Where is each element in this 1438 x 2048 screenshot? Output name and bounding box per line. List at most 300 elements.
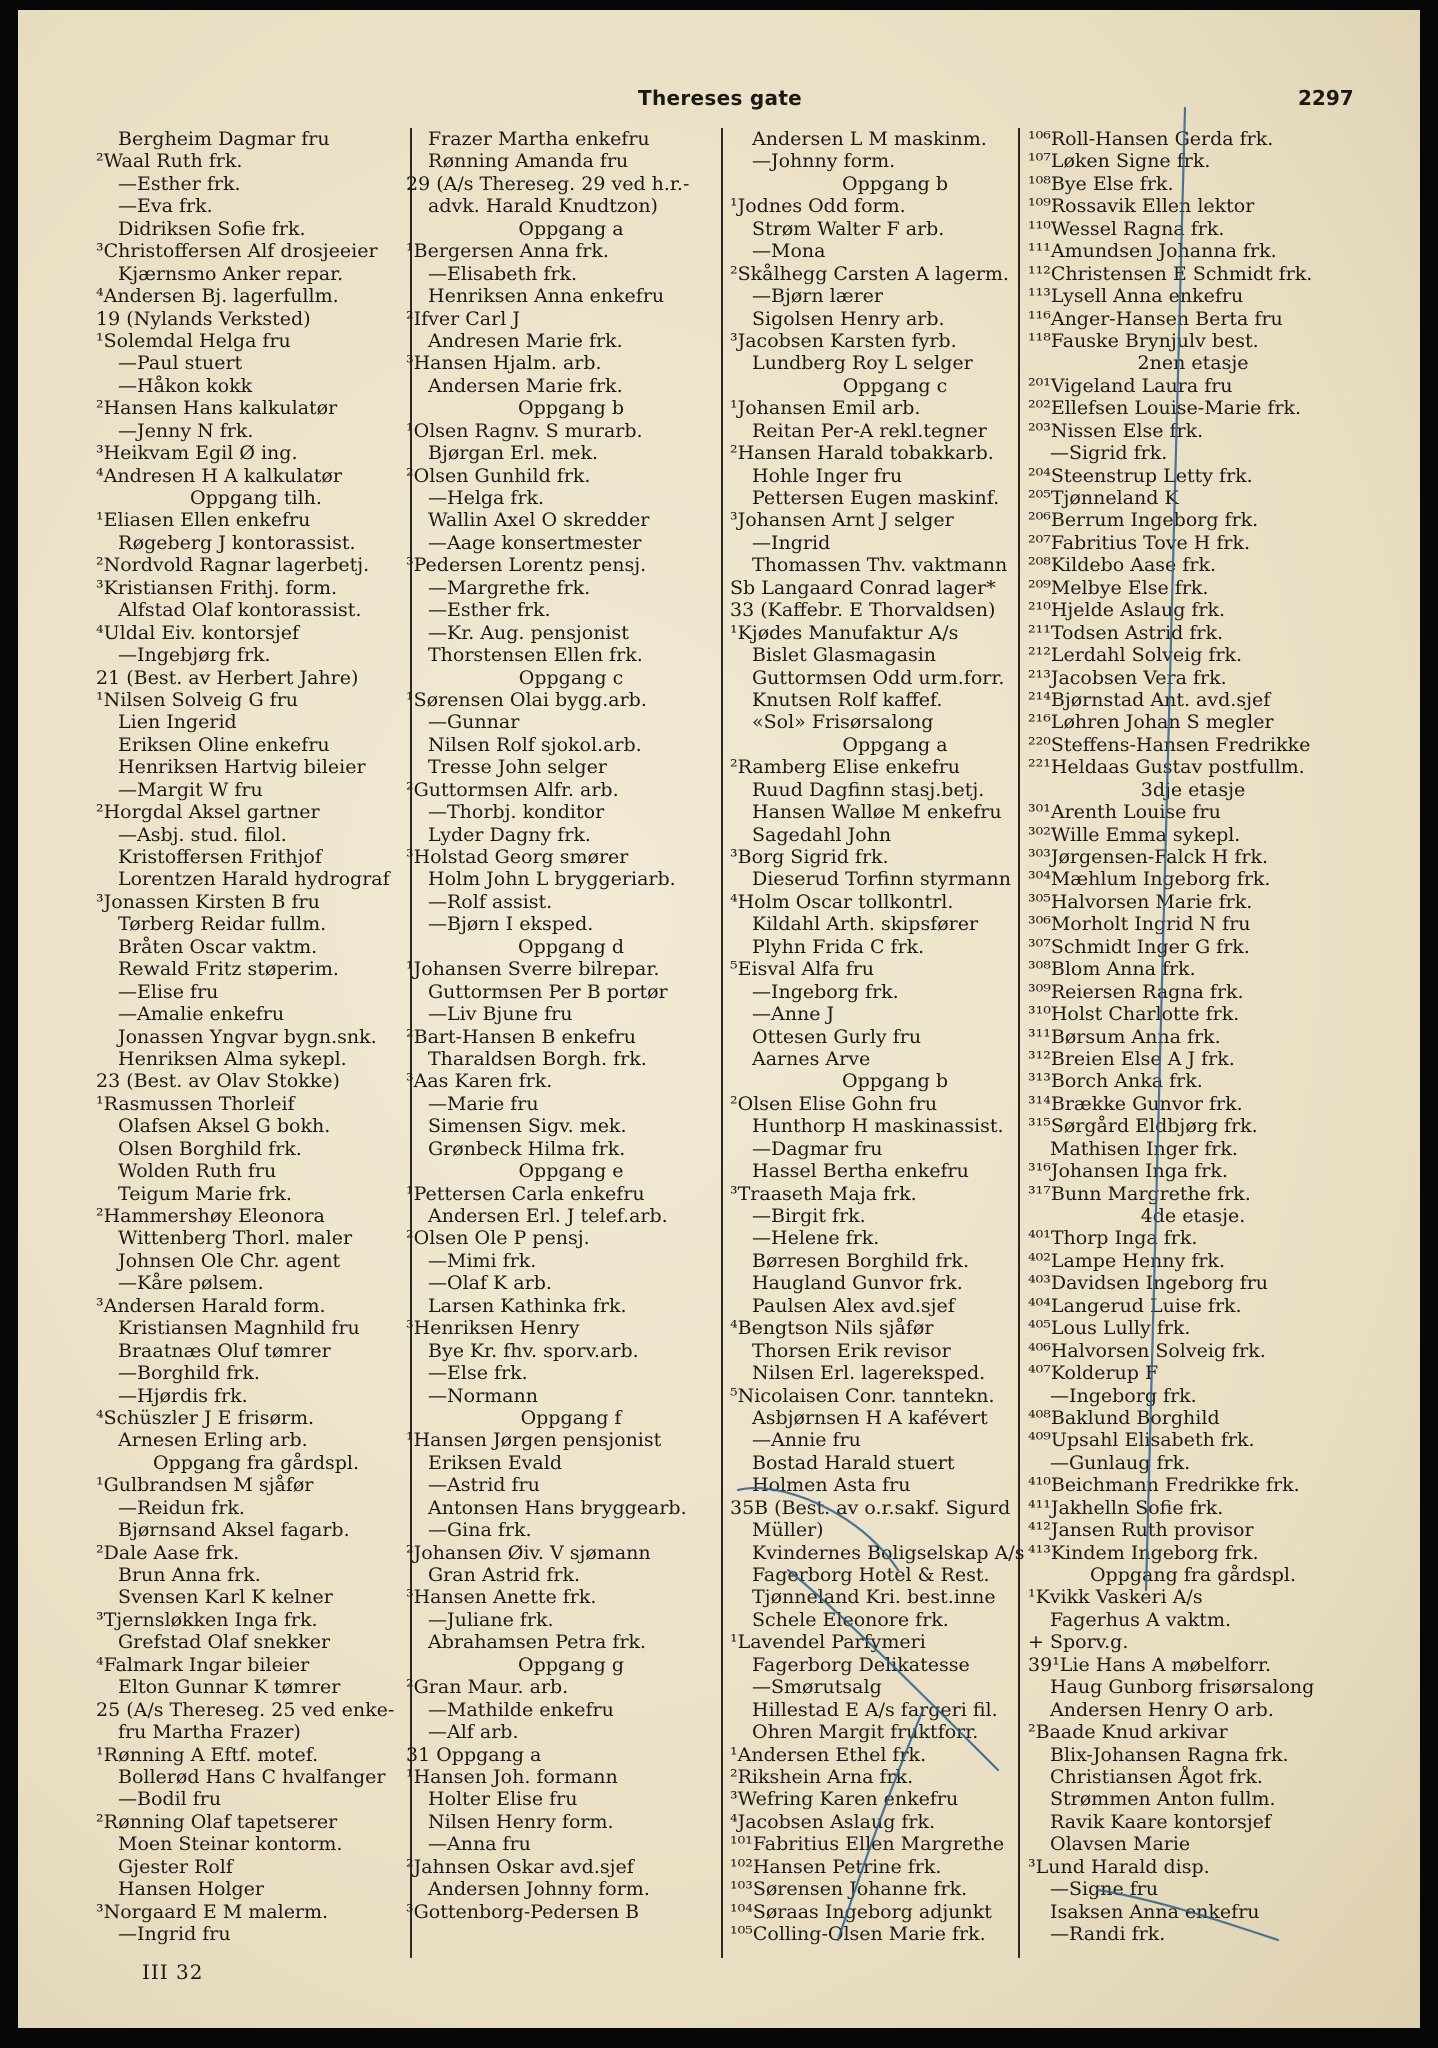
- resident-entry: ²⁰⁵Tjønneland K: [1028, 487, 1179, 509]
- resident-entry: —Asbj. stud. filol.: [118, 823, 287, 846]
- resident-entry: —Birgit frk.: [752, 1205, 866, 1227]
- resident-entry: Frazer Martha enkefru: [428, 128, 650, 150]
- resident-entry: Ruud Dagfinn stasj.betj.: [752, 778, 985, 801]
- resident-entry: —Ingeborg frk.: [1050, 1384, 1197, 1407]
- resident-entry: ¹Rasmussen Thorleif: [96, 1092, 295, 1115]
- resident-entry: Fagerborg Delikatesse: [752, 1653, 970, 1676]
- resident-entry: —Håkon kokk: [118, 374, 253, 397]
- section-heading: Oppgang c: [842, 374, 948, 397]
- resident-entry: —Jenny N frk.: [118, 419, 254, 442]
- resident-entry: ⁴⁰⁸Baklund Borghild: [1028, 1406, 1220, 1429]
- resident-entry: Kristiansen Magnhild fru: [118, 1317, 360, 1340]
- resident-entry: Henriksen Anna enkefru: [428, 285, 665, 308]
- resident-entry: ³Norgaard E M malerm.: [96, 1900, 329, 1923]
- resident-entry: + Sporv.g.: [1028, 1631, 1129, 1654]
- resident-entry: —Mimi frk.: [428, 1249, 537, 1272]
- resident-entry: Eriksen Oline enkefru: [118, 733, 330, 756]
- resident-entry: ¹Kvikk Vaskeri A/s: [1028, 1586, 1203, 1609]
- resident-entry: ⁴Andresen H A kalkulatør: [96, 464, 342, 487]
- resident-entry: Didriksen Sofie frk.: [118, 217, 306, 240]
- resident-entry: Thorsen Erik revisor: [752, 1339, 951, 1362]
- resident-entry: «Sol» Frisørsalong: [752, 711, 934, 734]
- resident-entry: ²⁰⁷Fabritius Tove H frk.: [1028, 531, 1251, 554]
- resident-entry: —Margrethe frk.: [428, 576, 591, 599]
- resident-entry: Isaksen Anna enkefru: [1050, 1900, 1260, 1923]
- resident-entry: ¹Lavendel Parfymeri: [730, 1631, 926, 1654]
- resident-entry: ²¹⁴Bjørnstad Ant. avd.sjef: [1028, 688, 1271, 711]
- resident-entry: ¹⁰⁷Løken Signe frk.: [1028, 150, 1211, 173]
- resident-entry: ¹⁰²Hansen Petrine frk.: [730, 1855, 942, 1878]
- section-heading: Oppgang a: [518, 217, 624, 240]
- resident-entry: —Olaf K arb.: [428, 1272, 552, 1295]
- resident-entry: Bergheim Dagmar fru: [118, 128, 330, 150]
- resident-entry: —Helene frk.: [752, 1227, 880, 1250]
- resident-entry: Haugland Gunvor frk.: [752, 1272, 963, 1295]
- resident-entry: ³Henriksen Henry: [406, 1317, 580, 1340]
- resident-entry: advk. Harald Knudtzon): [428, 195, 658, 218]
- resident-entry: ²¹⁰Hjelde Aslaug frk.: [1028, 599, 1226, 622]
- resident-entry: ²¹²Lerdahl Solveig frk.: [1028, 644, 1243, 667]
- street-title: Thereses gate: [638, 86, 803, 110]
- resident-entry: Tharaldsen Borgh. frk.: [428, 1047, 647, 1070]
- section-heading: Oppgang b: [842, 172, 948, 195]
- resident-entry: —Eva frk.: [118, 195, 213, 218]
- resident-entry: Bjørgan Erl. mek.: [428, 442, 599, 465]
- resident-entry: Andersen L M maskinm.: [752, 128, 987, 150]
- resident-entry: ³Borg Sigrid frk.: [730, 846, 889, 868]
- resident-entry: ¹¹²Christensen E Schmidt frk.: [1028, 262, 1313, 285]
- resident-entry: ³Hansen Hjalm. arb.: [406, 352, 602, 375]
- resident-entry: Gjester Rolf: [118, 1855, 233, 1878]
- resident-entry: —Ingrid fru: [118, 1923, 231, 1945]
- resident-entry: —Esther frk.: [428, 599, 551, 622]
- resident-entry: Henriksen Alma sykepl.: [118, 1047, 347, 1070]
- resident-entry: Henriksen Hartvig bileier: [118, 756, 366, 779]
- resident-entry: Hunthorp H maskinassist.: [752, 1115, 1004, 1138]
- resident-entry: ⁴⁰⁵Lous Lully frk.: [1028, 1317, 1191, 1340]
- resident-entry: ¹Jodnes Odd form.: [730, 195, 906, 218]
- resident-entry: ¹Pettersen Carla enkefru: [406, 1182, 645, 1205]
- resident-entry: Schele Eleonore frk.: [752, 1608, 949, 1631]
- resident-entry: ³¹¹Børsum Anna frk.: [1028, 1025, 1221, 1048]
- resident-entry: Jonassen Yngvar bygn.snk.: [118, 1025, 377, 1048]
- building-entry: 21 (Best. av Herbert Jahre): [96, 666, 359, 689]
- resident-entry: —Kåre pølsem.: [118, 1272, 264, 1295]
- resident-entry: Johnsen Ole Chr. agent: [118, 1249, 341, 1272]
- resident-entry: ²Hammershøy Eleonora: [96, 1205, 325, 1227]
- building-entry: 25 (A/s Thereseg. 25 ved enke-: [96, 1698, 395, 1721]
- resident-entry: —Randi frk.: [1050, 1923, 1166, 1945]
- resident-entry: ⁴⁰⁹Upsahl Elisabeth frk.: [1028, 1429, 1255, 1452]
- resident-entry: ¹⁰⁴Søraas Ingeborg adjunkt: [730, 1900, 992, 1923]
- resident-entry: ³Johansen Arnt J selger: [730, 509, 954, 532]
- resident-entry: Kristoffersen Frithjof: [118, 846, 322, 868]
- resident-entry: ²¹⁶Løhren Johan S megler: [1028, 711, 1274, 734]
- resident-entry: Dieserud Torfinn styrmann: [752, 868, 1011, 891]
- resident-entry: Olsen Borghild frk.: [118, 1137, 302, 1160]
- resident-entry: Knutsen Rolf kaffef.: [752, 688, 943, 711]
- resident-entry: —Helga frk.: [428, 487, 545, 509]
- resident-entry: ¹⁰⁹Rossavik Ellen lektor: [1028, 195, 1255, 218]
- resident-entry: Olafsen Aksel G bokh.: [118, 1115, 331, 1138]
- resident-entry: ²⁰²Ellefsen Louise-Marie frk.: [1028, 397, 1302, 420]
- resident-entry: ²Baade Knud arkivar: [1028, 1721, 1228, 1744]
- resident-entry: ¹⁰¹Fabritius Ellen Margrethe: [730, 1833, 1005, 1856]
- resident-entry: ²Gran Maur. arb.: [406, 1676, 569, 1699]
- resident-entry: ²Rønning Olaf tapetserer: [96, 1810, 338, 1833]
- building-entry: 33 (Kaffebr. E Thorvaldsen): [730, 599, 996, 622]
- resident-entry: ²Nordvold Ragnar lagerbetj.: [96, 554, 370, 577]
- resident-entry: —Marie fru: [428, 1092, 539, 1115]
- page-number: 2297: [1298, 86, 1354, 110]
- resident-entry: Bislet Glasmagasin: [752, 644, 937, 667]
- resident-entry: —Johnny form.: [752, 150, 896, 173]
- section-heading: Oppgang d: [518, 935, 624, 958]
- resident-entry: Eriksen Evald: [428, 1451, 562, 1474]
- resident-entry: Nilsen Henry form.: [428, 1810, 614, 1833]
- resident-entry: fru Martha Frazer): [118, 1721, 301, 1744]
- section-heading: Oppgang e: [518, 1160, 624, 1183]
- resident-entry: Hillestad E A/s fargeri fil.: [752, 1698, 998, 1721]
- resident-entry: Svensen Karl K kelner: [118, 1586, 333, 1609]
- resident-entry: ⁴Uldal Eiv. kontorsjef: [96, 621, 300, 644]
- resident-entry: ²Olsen Elise Gohn fru: [730, 1092, 938, 1115]
- resident-entry: —Astrid fru: [428, 1474, 540, 1497]
- resident-entry: ²¹³Jacobsen Vera frk.: [1028, 666, 1227, 689]
- resident-entry: Tørberg Reidar fullm.: [118, 913, 327, 936]
- resident-entry: Andersen Marie frk.: [428, 374, 623, 397]
- resident-entry: Strømmen Anton fullm.: [1050, 1788, 1276, 1811]
- resident-entry: ⁴⁰⁴Langerud Luise frk.: [1028, 1294, 1242, 1317]
- resident-entry: ³Tjernsløkken Inga frk.: [96, 1608, 318, 1631]
- building-entry: 23 (Best. av Olav Stokke): [96, 1070, 340, 1093]
- resident-entry: ²Johansen Øiv. V sjømann: [406, 1541, 651, 1564]
- resident-entry: ²Jahnsen Oskar avd.sjef: [406, 1855, 634, 1878]
- building-entry: 19 (Nylands Verksted): [96, 307, 311, 330]
- resident-entry: ¹Johansen Sverre bilrepar.: [406, 958, 660, 981]
- building-entry: 39¹Lie Hans A møbelforr.: [1028, 1653, 1271, 1676]
- directory-column-3: [730, 128, 1060, 1945]
- resident-entry: ³¹⁰Holst Charlotte frk.: [1028, 1003, 1240, 1026]
- resident-entry: ⁴Falmark Ingar bileier: [96, 1653, 310, 1676]
- resident-entry: —Mathilde enkefru: [428, 1698, 614, 1721]
- resident-entry: Lundberg Roy L selger: [752, 352, 973, 375]
- resident-entry: ³¹⁶Johansen Inga frk.: [1028, 1160, 1228, 1183]
- resident-entry: Larsen Kathinka frk.: [428, 1294, 627, 1317]
- section-heading: Oppgang g: [518, 1653, 624, 1676]
- resident-entry: ²⁰⁶Berrum Ingeborg frk.: [1028, 509, 1259, 532]
- resident-entry: ⁴Andersen Bj. lagerfullm.: [96, 285, 339, 308]
- resident-entry: —Bjørn lærer: [752, 285, 883, 308]
- resident-entry: Christiansen Ågot frk.: [1050, 1765, 1263, 1788]
- resident-entry: —Paul stuert: [118, 352, 243, 375]
- resident-entry: ³⁰⁶Morholt Ingrid N fru: [1028, 913, 1251, 936]
- resident-entry: Børresen Borghild frk.: [752, 1249, 969, 1272]
- resident-entry: Nilsen Erl. lagereksped.: [752, 1362, 986, 1385]
- resident-entry: ¹⁰⁶Roll-Hansen Gerda frk.: [1028, 128, 1274, 150]
- resident-entry: ²⁰⁴Steenstrup Letty frk.: [1028, 464, 1253, 487]
- resident-entry: ¹Hansen Jørgen pensjonist: [406, 1429, 662, 1452]
- resident-entry: ²Ifver Carl J: [406, 307, 520, 330]
- resident-entry: Grefstad Olaf snekker: [118, 1631, 331, 1654]
- resident-entry: Braatnæs Oluf tømrer: [118, 1339, 331, 1362]
- resident-entry: Holm John L bryggeriarb.: [428, 868, 676, 891]
- resident-entry: ²Rikshein Arna frk.: [730, 1765, 914, 1788]
- resident-entry: ¹Rønning A Eftf. motef.: [96, 1743, 319, 1766]
- resident-entry: Tresse John selger: [428, 756, 607, 779]
- directory-column-4: [1028, 128, 1358, 1945]
- resident-entry: ³Traaseth Maja frk.: [730, 1182, 917, 1205]
- resident-entry: ⁴¹¹Jakhelln Sofie frk.: [1028, 1496, 1224, 1519]
- resident-entry: —Esther frk.: [118, 172, 241, 195]
- directory-column-1: [96, 128, 416, 1945]
- resident-entry: ⁴¹⁰Beichmann Fredrikke frk.: [1028, 1474, 1300, 1497]
- resident-entry: ²Guttormsen Alfr. arb.: [406, 778, 619, 801]
- resident-entry: Andersen Johnny form.: [428, 1878, 650, 1901]
- resident-entry: ³⁰⁸Blom Anna frk.: [1028, 958, 1196, 981]
- section-heading: Oppgang tilh.: [190, 487, 322, 509]
- resident-entry: ¹¹⁶Anger-Hansen Berta fru: [1028, 307, 1283, 330]
- resident-entry: Arnesen Erling arb.: [118, 1429, 308, 1452]
- section-heading: Oppgang b: [842, 1070, 948, 1093]
- resident-entry: ³Aas Karen frk.: [406, 1070, 553, 1093]
- resident-entry: Sigolsen Henry arb.: [752, 307, 945, 330]
- resident-entry: —Bjørn I eksped.: [428, 913, 594, 936]
- resident-entry: ²Hansen Harald tobakkarb.: [730, 442, 994, 465]
- resident-entry: ¹Andersen Ethel frk.: [730, 1743, 927, 1766]
- resident-entry: ³Lund Harald disp.: [1028, 1855, 1210, 1878]
- resident-entry: Müller): [752, 1519, 824, 1542]
- resident-entry: ¹⁰³Sørensen Johanne frk.: [730, 1878, 968, 1901]
- resident-entry: Kildahl Arth. skipsfører: [752, 913, 979, 936]
- resident-entry: ⁴Schüszler J E frisørm.: [96, 1406, 315, 1429]
- resident-entry: ²Olsen Ole P pensj.: [406, 1227, 590, 1250]
- resident-entry: —Rolf assist.: [428, 890, 553, 913]
- resident-entry: Paulsen Alex avd.sjef: [752, 1294, 955, 1317]
- resident-entry: —Gina frk.: [428, 1519, 532, 1542]
- resident-entry: ⁴⁰³Davidsen Ingeborg fru: [1028, 1272, 1269, 1295]
- resident-entry: Elton Gunnar K tømrer: [118, 1676, 341, 1699]
- resident-entry: Strøm Walter F arb.: [752, 217, 945, 240]
- section-heading: Oppgang fra gårdspl.: [1089, 1564, 1297, 1586]
- building-entry: Sb Langaard Conrad lager*: [730, 576, 996, 599]
- resident-entry: ³Hansen Anette frk.: [406, 1586, 597, 1609]
- resident-entry: ³⁰¹Arenth Louise fru: [1028, 801, 1221, 824]
- resident-entry: Sagedahl John: [752, 823, 892, 846]
- resident-entry: Brun Anna frk.: [118, 1564, 261, 1586]
- section-heading: Oppgang a: [842, 733, 948, 756]
- resident-entry: —Ingeborg frk.: [752, 980, 899, 1003]
- resident-entry: ³⁰³Jørgensen-Falck H frk.: [1028, 846, 1269, 868]
- resident-entry: Hansen Walløe M enkefru: [752, 801, 1002, 824]
- resident-entry: Tjønneland Kri. best.inne: [752, 1586, 996, 1609]
- resident-entry: ³¹²Breien Else A J frk.: [1028, 1047, 1235, 1070]
- resident-entry: —Ingebjørg frk.: [118, 644, 271, 667]
- resident-entry: Guttormsen Odd urm.forr.: [752, 666, 1005, 689]
- resident-entry: ³Andersen Harald form.: [96, 1294, 326, 1317]
- resident-entry: ³Gottenborg-Pedersen B: [406, 1900, 640, 1923]
- resident-entry: Hassel Bertha enkefru: [752, 1160, 969, 1183]
- resident-entry: ³Holstad Georg smører: [406, 846, 629, 868]
- resident-entry: ⁵Eisval Alfa fru: [730, 958, 875, 981]
- resident-entry: ³Wefring Karen enkefru: [730, 1788, 959, 1811]
- resident-entry: ²²¹Heldaas Gustav postfullm.: [1028, 756, 1305, 779]
- resident-entry: Plyhn Frida C frk.: [752, 935, 925, 958]
- resident-entry: ¹¹¹Amundsen Johanna frk.: [1028, 240, 1277, 263]
- resident-entry: Andersen Erl. J telef.arb.: [428, 1205, 668, 1227]
- resident-entry: ⁴¹²Jansen Ruth provisor: [1028, 1519, 1254, 1542]
- resident-entry: Holmen Asta fru: [752, 1474, 911, 1497]
- resident-entry: Aarnes Arve: [752, 1047, 871, 1070]
- resident-entry: —Anne J: [752, 1003, 835, 1026]
- resident-entry: ³¹⁵Sørgård Eldbjørg frk.: [1028, 1115, 1258, 1138]
- resident-entry: Antonsen Hans bryggearb.: [428, 1496, 687, 1519]
- resident-entry: Gran Astrid frk.: [428, 1564, 580, 1586]
- resident-entry: Fagerborg Hotel & Rest.: [752, 1564, 990, 1586]
- resident-entry: ²⁰³Nissen Else frk.: [1028, 419, 1204, 442]
- directory-column-2: [406, 128, 736, 1923]
- resident-entry: ²⁰⁹Melbye Else frk.: [1028, 576, 1209, 599]
- resident-entry: ²Olsen Gunhild frk.: [406, 464, 591, 487]
- resident-entry: Lyder Dagny frk.: [428, 823, 591, 846]
- resident-entry: ⁴Holm Oscar tollkontrl.: [730, 890, 954, 913]
- resident-entry: ¹¹³Lysell Anna enkefru: [1028, 285, 1244, 308]
- resident-entry: —Liv Bjune fru: [428, 1003, 573, 1026]
- section-heading: 2nen etasje: [1137, 352, 1249, 375]
- resident-entry: ³Kristiansen Frithj. form.: [96, 576, 338, 599]
- resident-entry: ¹Solemdal Helga fru: [96, 329, 291, 352]
- resident-entry: ¹Sørensen Olai bygg.arb.: [406, 688, 647, 711]
- resident-entry: Lorentzen Harald hydrograf: [118, 868, 390, 891]
- resident-entry: ⁴⁰¹Thorp Inga frk.: [1028, 1227, 1198, 1250]
- resident-entry: Olavsen Marie: [1050, 1833, 1191, 1856]
- resident-entry: Thorstensen Ellen frk.: [428, 644, 643, 667]
- resident-entry: Bråten Oscar vaktm.: [118, 935, 318, 958]
- resident-entry: Lien Ingerid: [118, 711, 237, 734]
- resident-entry: Nilsen Rolf sjokol.arb.: [428, 733, 642, 756]
- resident-entry: ¹Kjødes Manufaktur A/s: [730, 621, 959, 644]
- resident-entry: ¹Bergersen Anna frk.: [406, 240, 609, 263]
- resident-entry: Bostad Harald stuert: [752, 1451, 955, 1474]
- resident-entry: Rewald Fritz støperim.: [118, 958, 339, 981]
- resident-entry: Ottesen Gurly fru: [752, 1025, 922, 1048]
- resident-entry: —Signe fru: [1050, 1878, 1159, 1901]
- resident-entry: Reitan Per-A rekl.tegner: [752, 419, 987, 442]
- resident-entry: ³¹⁴Brække Gunvor frk.: [1028, 1092, 1243, 1115]
- resident-entry: ⁵Nicolaisen Conr. tanntekn.: [730, 1384, 995, 1407]
- building-entry: 35B (Best. av o.r.sakf. Sigurd: [730, 1496, 1011, 1519]
- resident-entry: ⁴Bengtson Nils sjåfør: [730, 1317, 934, 1340]
- resident-entry: —Dagmar fru: [752, 1137, 883, 1160]
- resident-entry: —Else frk.: [428, 1362, 528, 1385]
- page-footer: III 32: [142, 1960, 204, 1984]
- resident-entry: Teigum Marie frk.: [118, 1182, 292, 1205]
- resident-entry: Hansen Holger: [118, 1878, 264, 1901]
- resident-entry: Pettersen Eugen maskinf.: [752, 487, 1000, 509]
- resident-entry: ¹¹⁸Fauske Brynjulv best.: [1028, 329, 1259, 352]
- resident-entry: ³¹³Borch Anka frk.: [1028, 1070, 1203, 1093]
- resident-entry: —Juliane frk.: [428, 1608, 554, 1631]
- resident-entry: Moen Steinar kontorm.: [118, 1833, 343, 1856]
- resident-entry: —Alf arb.: [428, 1721, 519, 1744]
- resident-entry: Abrahamsen Petra frk.: [428, 1631, 647, 1654]
- resident-entry: Simensen Sigv. mek.: [428, 1115, 627, 1138]
- resident-entry: ³⁰⁷Schmidt Inger G frk.: [1028, 935, 1250, 958]
- resident-entry: —Margit W fru: [118, 778, 263, 801]
- resident-entry: Mathisen Inger frk.: [1050, 1137, 1238, 1160]
- resident-entry: Røgeberg J kontorassist.: [118, 531, 356, 554]
- section-heading: 4de etasje.: [1140, 1205, 1246, 1227]
- resident-entry: Haug Gunborg frisørsalong: [1050, 1676, 1315, 1699]
- resident-entry: Bollerød Hans C hvalfanger: [118, 1765, 386, 1788]
- resident-entry: ¹⁰⁵Colling-Olsen Marie frk.: [730, 1923, 986, 1945]
- resident-entry: —Smørutsalg: [752, 1676, 882, 1699]
- resident-entry: ³Christoffersen Alf drosjeeier: [96, 240, 378, 263]
- section-heading: Oppgang fra gårdspl.: [152, 1451, 360, 1474]
- resident-entry: Andresen Marie frk.: [428, 329, 623, 352]
- resident-entry: Asbjørnsen H A kafévert: [752, 1406, 988, 1429]
- resident-entry: ³Jacobsen Karsten fyrb.: [730, 329, 957, 352]
- resident-entry: —Hjørdis frk.: [118, 1384, 248, 1407]
- resident-entry: Ohren Margit fruktforr.: [752, 1721, 979, 1744]
- resident-entry: ³Jonassen Kirsten B fru: [96, 890, 320, 913]
- resident-entry: Holter Elise fru: [428, 1788, 578, 1811]
- resident-entry: ¹Eliasen Ellen enkefru: [96, 509, 311, 532]
- resident-entry: ³⁰⁴Mæhlum Ingeborg frk.: [1028, 868, 1271, 891]
- resident-entry: Thomassen Thv. vaktmann: [752, 554, 1008, 577]
- resident-entry: Alfstad Olaf kontorassist.: [118, 599, 362, 622]
- resident-entry: ²⁰¹Vigeland Laura fru: [1028, 374, 1233, 397]
- resident-entry: ²Ramberg Elise enkefru: [730, 756, 961, 779]
- resident-entry: ⁴⁰²Lampe Henny frk.: [1028, 1249, 1225, 1272]
- resident-entry: ³⁰⁹Reiersen Ragna frk.: [1028, 980, 1244, 1003]
- resident-entry: Ravik Kaare kontorsjef: [1050, 1810, 1271, 1833]
- resident-entry: —Kr. Aug. pensjonist: [428, 621, 629, 644]
- resident-entry: —Gunlaug frk.: [1050, 1451, 1191, 1474]
- resident-entry: ⁴⁰⁶Halvorsen Solveig frk.: [1028, 1339, 1266, 1362]
- directory-page: [18, 10, 1420, 2028]
- resident-entry: —Amalie enkefru: [118, 1003, 285, 1026]
- resident-entry: ²¹¹Todsen Astrid frk.: [1028, 621, 1224, 644]
- resident-entry: Guttormsen Per B portør: [428, 980, 668, 1003]
- resident-entry: ¹⁰⁸Bye Else frk.: [1028, 172, 1174, 195]
- resident-entry: —Bodil fru: [118, 1788, 222, 1811]
- resident-entry: ³Heikvam Egil Ø ing.: [96, 442, 298, 465]
- resident-entry: —Normann: [428, 1384, 538, 1407]
- resident-entry: ²Skålhegg Carsten A lagerm.: [730, 262, 1009, 285]
- resident-entry: ¹Hansen Joh. formann: [406, 1765, 618, 1788]
- resident-entry: ¹¹⁰Wessel Ragna frk.: [1028, 217, 1225, 240]
- resident-entry: —Elisabeth frk.: [428, 262, 578, 285]
- section-heading: Oppgang b: [518, 397, 624, 420]
- section-heading: Oppgang c: [518, 666, 624, 689]
- resident-entry: —Anna fru: [428, 1833, 531, 1856]
- resident-entry: ²Waal Ruth frk.: [96, 150, 243, 173]
- resident-entry: ²Bart-Hansen B enkefru: [406, 1025, 637, 1048]
- resident-entry: —Reidun frk.: [118, 1496, 245, 1519]
- resident-entry: Wittenberg Thorl. maler: [118, 1227, 353, 1250]
- resident-entry: ²Hansen Hans kalkulatør: [96, 397, 338, 420]
- resident-entry: ³¹⁷Bunn Margrethe frk.: [1028, 1182, 1251, 1205]
- resident-entry: Bjørnsand Aksel fagarb.: [118, 1519, 350, 1542]
- resident-entry: —Annie fru: [752, 1429, 861, 1452]
- resident-entry: ⁴¹³Kindem Ingeborg frk.: [1028, 1541, 1259, 1564]
- resident-entry: ⁴⁰⁷Kolderup F: [1028, 1362, 1159, 1385]
- resident-entry: Wallin Axel O skredder: [428, 509, 650, 532]
- resident-entry: ⁴Jacobsen Aslaug frk.: [730, 1810, 936, 1833]
- resident-entry: —Mona: [752, 240, 826, 263]
- resident-entry: —Aage konsertmester: [428, 531, 642, 554]
